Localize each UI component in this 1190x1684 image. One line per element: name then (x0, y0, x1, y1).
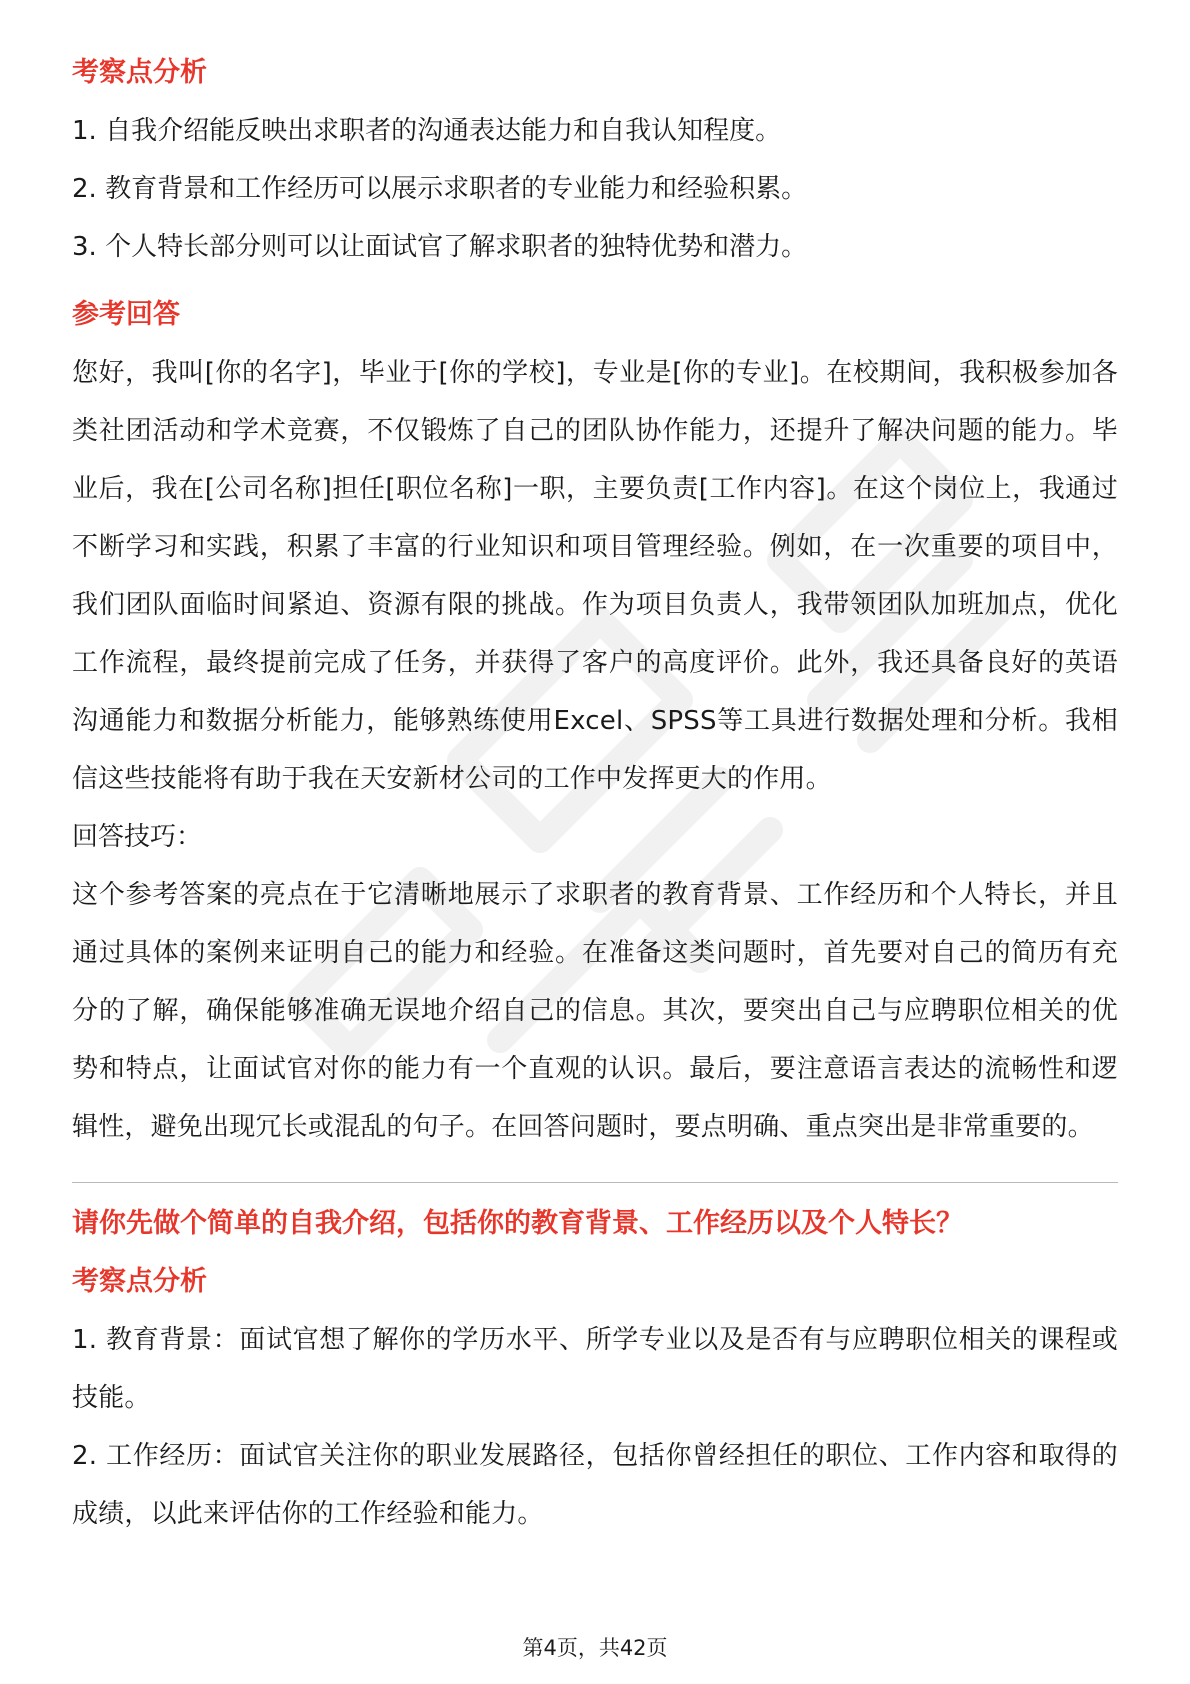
section-divider (72, 1182, 1118, 1183)
analysis-point: 3. 个人特长部分则可以让面试官了解求职者的独特优势和潜力。 (72, 232, 808, 262)
question-title: 请你先做个简单的自我介绍，包括你的教育背景、工作经历以及个人特长？ (72, 1208, 963, 1239)
analysis-point: 2. 工作经历：面试官关注你的职业发展路径，包括你曾经担任的职位、工作内容和取得的成绩，以此来评估你的工作经验和能力。 (72, 1441, 1118, 1529)
main-content (72, 44, 1118, 1543)
answer-paragraph: 您好，我叫[你的名字]，毕业于[你的学校]，专业是[你的专业]。在校期间，我积极参加各类社团活动和学术竞赛，不仅锻炼了自己的团队协作能力，还提升了解决问题的能力。毕业后，我在[公司名称]担任[职位名称]一职，主要负责[工作内容]。在这个岗位上，我通过不断学习和实践，积累了丰富的行业知识和项目管理经验。例如，在一次重要的项目中，我们团队面临时间紧迫、资源有限的挑战。作为项目负责人，我带领团队加班加点，优化工作流程，最终提前完成了任务，并获得了客户的高度评价。此外，我还具备良好的英语沟通能力和数据分析能力，能够熟练使用Excel、SPSS等工具进行数据处理和分析。我相信这些技能将有助于我在天安新材公司的工作中发挥更大的作用。 (72, 358, 1118, 794)
analysis-heading-2: 考察点分析 (72, 1266, 207, 1297)
tips-paragraph: 这个参考答案的亮点在于它清晰地展示了求职者的教育背景、工作经历和个人特长，并且通过具体的案例来证明自己的能力和经验。在准备这类问题时，首先要对自己的简历有充分的了解，确保能够准确无误地介绍自己的信息。其次，要突出自己与应聘职位相关的优势和特点，让面试官对你的能力有一个直观的认识。最后，要注意语言表达的流畅性和逻辑性，避免出现冗长或混乱的句子。在回答问题时，要点明确、重点突出是非常重要的。 (72, 880, 1118, 1142)
analysis-point: 1. 教育背景：面试官想了解你的学历水平、所学专业以及是否有与应聘职位相关的课程或技能。 (72, 1325, 1118, 1413)
spacer (72, 276, 1118, 286)
tips-label: 回答技巧： (72, 822, 203, 852)
analysis-point: 1. 自我介绍能反映出求职者的沟通表达能力和自我认知程度。 (72, 116, 782, 146)
analysis-heading: 考察点分析 (72, 57, 207, 88)
answer-heading: 参考回答 (72, 299, 180, 330)
analysis-point: 2. 教育背景和工作经历可以展示求职者的专业能力和经验积累。 (72, 174, 808, 204)
page-number: 第4页，共42页 (522, 1636, 668, 1660)
